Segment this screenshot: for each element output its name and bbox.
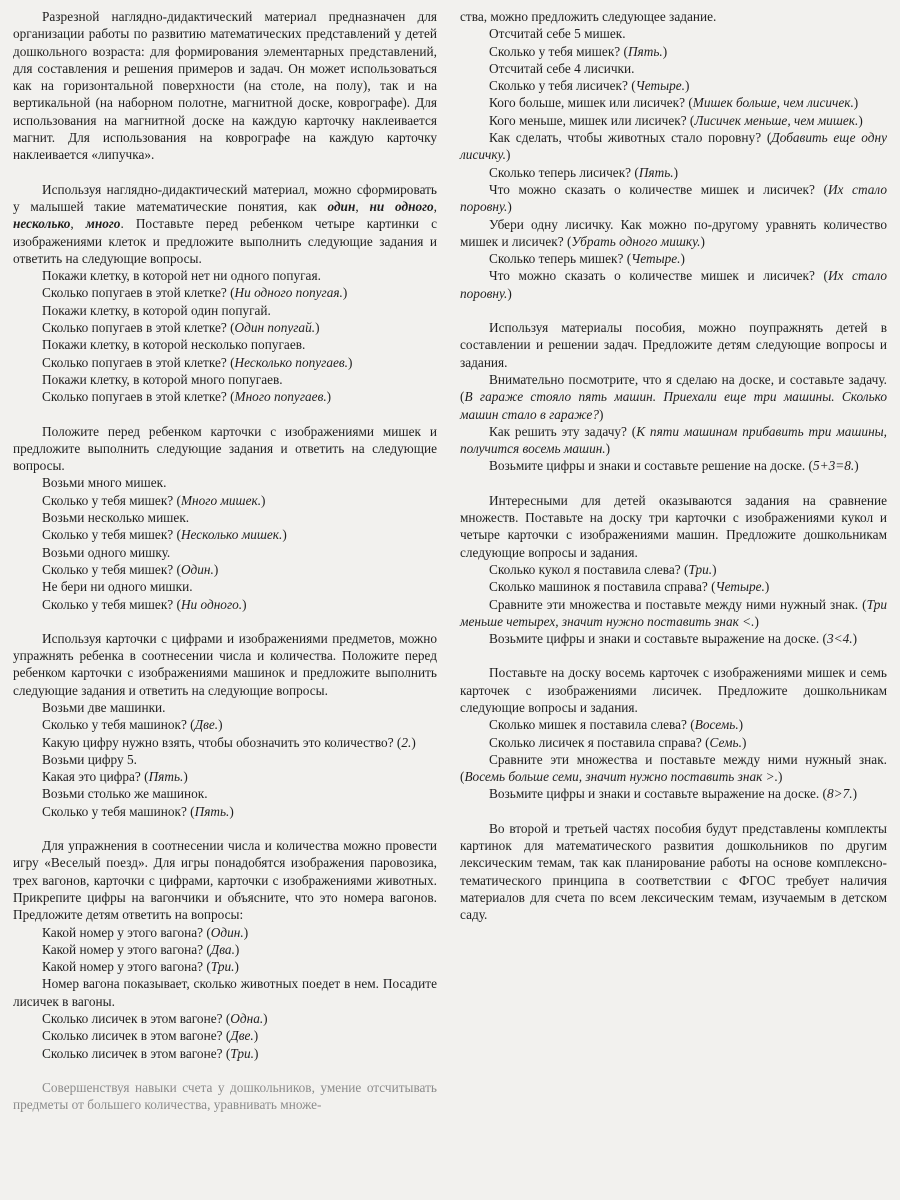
- right-column: [460, 8, 887, 924]
- paragraph: [460, 43, 887, 60]
- body-text: Сколько у тебя мишек? (: [42, 596, 181, 612]
- body-text: Покажи клетку, в которой один попугай.: [42, 302, 271, 318]
- body-text: Убери одну лисичку. Как можно по-другому уравнять количество мишек и лисичек? (: [460, 216, 887, 249]
- answer-text: 8>7.: [826, 786, 853, 802]
- paragraph: [460, 216, 887, 251]
- paragraph: [13, 354, 437, 371]
- paragraph: [460, 561, 887, 578]
- body-text: Сколько теперь мишек? (: [489, 251, 632, 267]
- body-text: Разрезной наглядно-дидактический материал предназначен для организации работы по развитию математических представлений у детей дошкольного возраста: для формирования элементарных представлений, для составления и решения примеров и задач. Он может использоваться как на горизонтальной поверхности (на столе, на полу), так и на вертикальной (на наборном полотне, магнитной доске, коврографе). Для использования на магнитной доске на каждую карточку наклеивается магнит. Для использования на коврографе на каждую карточку наклеивается «липучка».: [13, 9, 437, 163]
- body-text: ): [662, 43, 668, 59]
- body-text: ): [234, 959, 239, 975]
- answer-text: Лисичек меньше, чем мишек.: [694, 112, 859, 128]
- paragraph: [13, 1045, 437, 1062]
- paragraph: [460, 578, 887, 595]
- paragraph: [13, 526, 437, 543]
- body-text: Во второй и третьей частях пособия будут представлены комплекты картинок для математического развития дошкольников по другим лексическим темам, так как планирование работы на основе комплексно-тематического принципа в соответствии с ФГОС требует наличия материалов для счета по всем лексическим темам, изучаемым в детском саду.: [460, 820, 887, 923]
- body-text: Какой номер у этого вагона? (: [42, 924, 211, 940]
- body-text: Возьми несколько мишек.: [42, 510, 190, 526]
- keyword-text: несколько: [13, 216, 71, 232]
- paragraph: [460, 8, 887, 25]
- paragraph: [460, 457, 887, 474]
- paragraph: [13, 267, 437, 284]
- body-text: Сколько попугаев в этой клетке? (: [42, 285, 235, 301]
- answer-text: Пять.: [194, 803, 230, 819]
- body-text: ): [326, 389, 332, 405]
- body-text: ): [852, 631, 858, 647]
- body-text: ): [243, 924, 249, 940]
- paragraph: [460, 596, 887, 631]
- body-text: ): [507, 199, 512, 215]
- body-text: ): [605, 441, 611, 457]
- answer-text: В гараже стояло пять машин. Приехали еще три машины. Сколько машин стало в гараже?: [460, 389, 887, 422]
- paragraph: [460, 250, 887, 267]
- body-text: ): [411, 734, 416, 750]
- paragraph: [13, 699, 437, 716]
- body-text: ): [347, 354, 353, 370]
- paragraph: [460, 734, 887, 751]
- body-text: Отсчитай себе 5 мишек.: [489, 26, 626, 42]
- body-text: Возьми две машинки.: [42, 699, 166, 715]
- answer-text: Три.: [210, 959, 235, 975]
- paragraph: [460, 181, 887, 216]
- paragraph: [460, 319, 887, 371]
- body-text: Сколько машинок я поставила справа? (: [489, 579, 716, 595]
- body-text: ,: [355, 198, 370, 214]
- paragraph: [460, 94, 887, 111]
- answer-text: Одна.: [230, 1011, 264, 1027]
- body-text: Сколько лисичек в этом вагоне? (: [42, 1045, 231, 1061]
- body-text: ): [342, 285, 348, 301]
- body-text: Сколько попугаев в этой клетке? (: [42, 320, 235, 336]
- paragraph: [460, 60, 887, 77]
- paragraph: [13, 1027, 437, 1044]
- answer-text: Один.: [210, 924, 244, 940]
- paragraph: [13, 716, 437, 733]
- body-text: Сколько у тебя мишек? (: [42, 561, 181, 577]
- body-text: Используя наглядно-дидактический материал, можно сформировать у малышей такие математические понятия, как: [13, 181, 437, 214]
- body-text: Какую цифру нужно взять, чтобы обозначить это количество? (: [42, 734, 402, 750]
- body-text: ства, можно предложить следующее задание.: [460, 9, 717, 24]
- body-text: ): [777, 769, 783, 785]
- body-text: Положите перед ребенком карточки с изображениями мишек и предложите выполнить следующие задания и ответить на следующие вопросы.: [13, 423, 437, 474]
- paragraph: [13, 578, 437, 595]
- paragraph: [460, 25, 887, 42]
- answer-text: Пять.: [627, 43, 663, 59]
- answer-text: Несколько попугаев.: [234, 354, 348, 370]
- paragraph: [13, 975, 437, 1010]
- body-text: Какой номер у этого вагона? (: [42, 959, 211, 975]
- answer-text: Их стало поровну.: [460, 181, 887, 215]
- body-text: Сколько у тебя мишек? (: [42, 527, 181, 543]
- answer-text: Один.: [180, 561, 214, 577]
- paragraph: [460, 371, 887, 423]
- paragraph: [460, 820, 887, 924]
- paragraph: [13, 423, 437, 475]
- body-text: Поставьте на доску восемь карточек с изображениями мишек и семь карточек с изображениями лисичек. Предложите дошкольникам следующие вопросы и задания.: [460, 665, 887, 715]
- paragraph: [13, 734, 437, 751]
- paragraph: [13, 371, 437, 388]
- answer-text: Их стало поровну.: [460, 268, 887, 301]
- body-text: Сколько теперь лисичек? (: [489, 164, 639, 180]
- paragraph: [460, 267, 887, 302]
- body-text: ): [253, 1045, 259, 1061]
- answer-text: Восемь.: [694, 717, 739, 733]
- body-text: ): [712, 561, 717, 577]
- paragraph: [13, 336, 437, 353]
- paragraph: [13, 8, 437, 164]
- body-text: Используя материалы пособия, можно поупражнять детей в составлении и решении задач. Предложите детям следующие вопросы и задания.: [460, 320, 887, 370]
- answer-text: Пять.: [148, 769, 184, 785]
- body-text: ): [505, 147, 511, 163]
- body-text: Отсчитай себе 4 лисички.: [489, 60, 635, 76]
- paragraph: [13, 492, 437, 509]
- body-text: Как решить эту задачу? (: [489, 423, 637, 439]
- body-text: ): [700, 233, 705, 249]
- answer-text: Три меньше четырех, значит нужно поставить знак <.: [460, 596, 887, 629]
- body-text: Совершенствуя навыки счета у дошкольников, умение отсчитывать предметы от большего количества, уравнивать множе-: [13, 1079, 437, 1113]
- body-text: ): [738, 717, 744, 733]
- body-text: ): [853, 95, 859, 111]
- body-text: Покажи клетку, в которой много попугаев.: [42, 371, 283, 387]
- paragraph: [13, 509, 437, 526]
- answer-text: Четыре.: [715, 579, 765, 595]
- body-text: Что можно сказать о количестве мишек и лисичек? (: [489, 181, 828, 197]
- keyword-text: ни одного: [369, 198, 434, 214]
- body-text: Что можно сказать о количестве мишек и лисичек? (: [489, 268, 828, 284]
- body-text: ): [507, 285, 512, 301]
- body-text: Сколько попугаев в этой клетке? (: [42, 389, 235, 405]
- body-text: Какая это цифра? (: [42, 769, 149, 785]
- paragraph: [460, 716, 887, 733]
- answer-text: Четыре.: [635, 78, 685, 94]
- answer-text: Два.: [210, 941, 235, 957]
- body-text: ): [263, 1011, 268, 1027]
- answer-text: К пяти машинам прибавить три машины, получится восемь машин.: [460, 423, 888, 457]
- paragraph: [13, 1010, 437, 1027]
- paragraph: [460, 751, 887, 786]
- body-text: Возьмите цифры и знаки и составьте выражение на доске. (: [489, 786, 827, 802]
- paragraph: [13, 596, 437, 613]
- body-text: Сколько у тебя мишек? (: [489, 43, 628, 59]
- paragraph: [13, 803, 437, 820]
- body-text: ): [685, 78, 690, 94]
- body-text: Сколько лисичек я поставила справа? (: [489, 734, 710, 750]
- body-text: Сколько кукол я поставила слева? (: [489, 561, 689, 577]
- body-text: Сколько у тебя лисичек? (: [489, 78, 636, 94]
- body-text: . Поставьте перед ребенком четыре картинки с изображениями клеток и предложите выполнить следующие задания и ответить на следующие вопросы.: [13, 216, 437, 266]
- answer-text: Мишек больше, чем лисичек.: [692, 95, 854, 111]
- body-text: Как сделать, чтобы животных стало поровну? (: [489, 130, 772, 146]
- paragraph: [460, 630, 887, 647]
- answer-text: Убрать одного мишку.: [571, 233, 701, 249]
- left-column: [13, 8, 437, 1114]
- body-text: ): [741, 734, 747, 750]
- body-text: Сколько у тебя машинок? (: [42, 717, 195, 733]
- paragraph: [13, 319, 437, 336]
- answer-text: 2.: [401, 734, 412, 750]
- answer-text: Семь.: [709, 734, 742, 750]
- paragraph: [13, 302, 437, 319]
- body-text: ): [282, 527, 287, 543]
- paragraph: [13, 924, 437, 941]
- body-text: Сравните эти множества и поставьте между ними нужный знак. (: [489, 596, 867, 612]
- answer-text: Пять.: [638, 164, 674, 180]
- body-text: ): [764, 579, 770, 595]
- paragraph: [460, 112, 887, 129]
- body-text: Покажи клетку, в которой несколько попугаев.: [42, 337, 306, 353]
- body-text: ): [253, 1028, 259, 1044]
- body-text: Интересными для детей оказываются задания на сравнение множеств. Поставьте на доску три карточки с изображениями кукол и четыре карточки с изображениями машин. Предложите дошкольникам следующие вопросы и задания.: [460, 492, 887, 560]
- paragraph: [460, 129, 887, 164]
- paragraph: [13, 544, 437, 561]
- paragraph: [13, 388, 437, 405]
- keyword-text: много: [85, 216, 121, 232]
- body-text: ): [680, 251, 685, 267]
- paragraph: [13, 785, 437, 802]
- body-text: Сравните эти множества и поставьте между ними нужный знак. (: [460, 751, 887, 785]
- body-text: Возьми столько же машинок.: [42, 786, 208, 802]
- body-text: Используя карточки с цифрами и изображениями предметов, можно упражнять ребенка в соотнесении числа и количества. Положите перед ребенком карточки с изображениями машинок и предложите выполнить следующие задания и ответить на следующие вопросы.: [13, 630, 437, 698]
- answer-text: Ни одного.: [180, 596, 243, 612]
- body-text: ): [852, 786, 858, 802]
- answer-text: Добавить еще одну лисичку.: [460, 130, 887, 163]
- body-text: ): [754, 613, 759, 629]
- paragraph: [460, 423, 887, 458]
- body-text: ): [183, 769, 188, 785]
- body-text: ): [213, 561, 219, 577]
- paragraph: [13, 284, 437, 301]
- paragraph: [460, 77, 887, 94]
- answer-text: Три.: [230, 1045, 254, 1061]
- body-text: Покажи клетку, в которой нет ни одного попугая.: [42, 268, 321, 284]
- body-text: Возьми много мишек.: [42, 475, 167, 491]
- paragraph: [13, 630, 437, 699]
- answer-text: Две.: [230, 1028, 254, 1044]
- answer-text: Один попугай.: [234, 320, 316, 336]
- paragraph: [13, 958, 437, 975]
- paragraph: [13, 1079, 437, 1114]
- answer-text: 3<4.: [826, 631, 853, 647]
- body-text: ): [598, 406, 604, 422]
- body-text: Сколько у тебя мишек? (: [42, 492, 181, 508]
- body-text: Кого больше, мишек или лисичек? (: [489, 95, 693, 111]
- paragraph: [13, 837, 437, 923]
- body-text: ): [229, 803, 234, 819]
- paragraph: [460, 785, 887, 802]
- body-text: Сколько попугаев в этой клетке? (: [42, 354, 235, 370]
- body-text: ): [234, 941, 240, 957]
- body-text: ): [858, 112, 863, 128]
- body-text: Внимательно посмотрите, что я сделаю на доске, и составьте задачу. (: [460, 371, 887, 405]
- body-text: Сколько мишек я поставила слева? (: [489, 717, 695, 733]
- answer-text: Несколько мишек.: [180, 527, 283, 543]
- paragraph: [13, 181, 437, 267]
- answer-text: Три.: [688, 561, 713, 577]
- body-text: Для упражнения в соотнесении числа и количества можно провести игру «Веселый поезд». Для игры понадобятся изображения паровозика, трех вагонов, карточки с цифрами, карточки с изображениями животных. Прикрепите цифры на вагончики и объясните, что это номера вагонов. Предложите детям ответить на вопросы:: [13, 838, 437, 923]
- body-text: Кого меньше, мишек или лисичек? (: [489, 112, 695, 128]
- body-text: Сколько лисичек в этом вагоне? (: [42, 1028, 231, 1044]
- answer-text: Четыре.: [631, 251, 681, 267]
- paragraph: [13, 561, 437, 578]
- body-text: Возьмите цифры и знаки и составьте выражение на доске. (: [489, 631, 827, 647]
- body-text: Номер вагона показывает, сколько животных поедет в нем. Посадите лисичек в вагоны.: [13, 976, 437, 1009]
- paragraph: [13, 941, 437, 958]
- body-text: ,: [433, 198, 437, 214]
- paragraph: [13, 474, 437, 491]
- body-text: ): [673, 164, 679, 180]
- body-text: Сколько у тебя машинок? (: [42, 803, 195, 819]
- answer-text: Много мишек.: [180, 492, 262, 508]
- answer-text: Ни одного попугая.: [234, 285, 343, 301]
- answer-text: Много попугаев.: [234, 389, 327, 405]
- body-text: Не бери ни одного мишки.: [42, 579, 193, 595]
- body-text: Сколько лисичек в этом вагоне? (: [42, 1011, 231, 1027]
- paragraph: [13, 751, 437, 768]
- answer-text: 5+3=8.: [812, 458, 855, 474]
- paragraph: [13, 768, 437, 785]
- body-text: ): [261, 492, 266, 508]
- paragraph: [460, 492, 887, 561]
- body-text: ): [218, 717, 223, 733]
- body-text: ): [315, 320, 320, 336]
- body-text: ): [242, 596, 247, 612]
- body-text: Возьмите цифры и знаки и составьте решение на доске. (: [489, 458, 813, 474]
- body-text: Возьми цифру 5.: [42, 751, 137, 767]
- answer-text: Восемь больше семи, значит нужно поставить знак >.: [464, 769, 778, 785]
- paragraph: [460, 164, 887, 181]
- keyword-text: один: [327, 198, 356, 214]
- body-text: Какой номер у этого вагона? (: [42, 941, 211, 957]
- answer-text: Две.: [194, 717, 219, 733]
- body-text: ): [854, 458, 859, 474]
- paragraph: [460, 664, 887, 716]
- body-text: ,: [70, 216, 86, 232]
- body-text: Возьми одного мишку.: [42, 544, 171, 560]
